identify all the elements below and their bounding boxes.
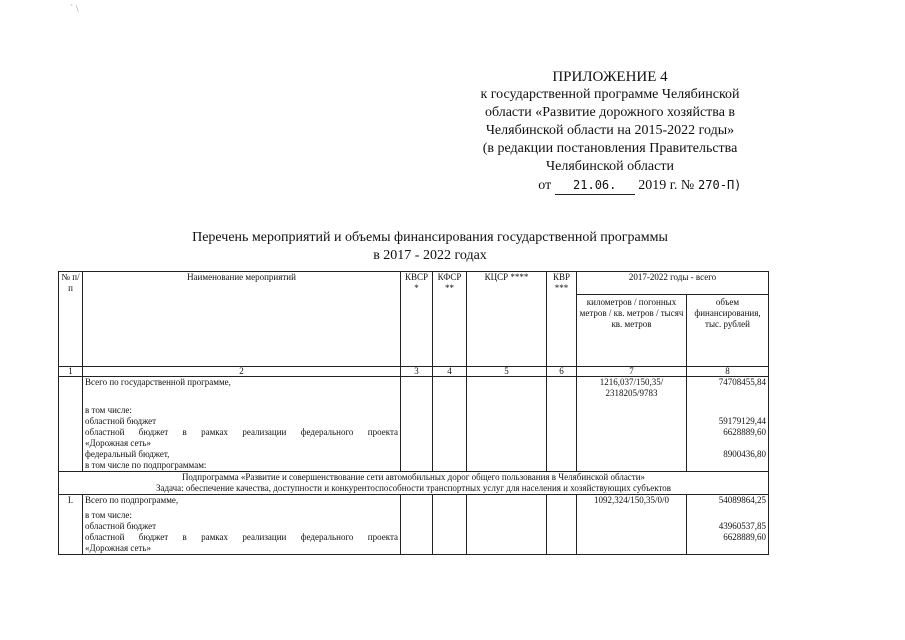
task-label: Задача: обеспечение качества, доступности и конкурентоспособности транспортных услуг для населения и хозяйствующих субъектов	[59, 483, 769, 495]
subprogram-title: Подпрограмма «Развитие и совершенствование сети автомобильных дорог общего пользования в Челябинской области»	[59, 472, 769, 484]
total-volume: 74708455,84	[687, 377, 769, 400]
table-row	[59, 449, 769, 460]
header-name: Наименование мероприятий	[83, 272, 401, 367]
header-kvsr: КВСР *	[401, 272, 433, 367]
regional-budget-label: областной бюджет	[83, 416, 401, 427]
appendix-block	[440, 68, 780, 195]
federal-project-line-2: «Дорожная сеть»	[85, 438, 151, 448]
appendix-line: Челябинской области на 2015-2022 годы»	[485, 123, 735, 138]
federal-budget-label: федеральный бюджет,	[83, 449, 401, 460]
column-number: 5	[467, 367, 547, 377]
regional-budget-value: 59179129,44	[687, 416, 769, 427]
title-line-1: Перечень мероприятий и объемы финансирования государственной программы	[192, 230, 668, 245]
appendix-line: к государственной программе Челябинской	[480, 87, 740, 102]
column-number: 6	[547, 367, 577, 377]
column-number: 8	[687, 367, 769, 377]
table-row	[59, 399, 769, 416]
total-km-line-1: 1216,037/150,35/	[599, 377, 664, 387]
federal-project-value: 6628889,60	[687, 427, 769, 449]
date-prefix: от	[538, 178, 552, 193]
header-kvr: КВР ***	[547, 272, 577, 367]
by-subprograms-label: в том числе по подпрограммам:	[83, 460, 401, 472]
date-value: 21.06.	[555, 176, 635, 195]
sub-federal-project-label	[83, 532, 401, 555]
table-row	[59, 427, 769, 449]
appendix-date-line	[500, 176, 780, 195]
header-volume: объем финансирования, тыс. рублей	[687, 295, 769, 367]
column-number: 2	[83, 367, 401, 377]
sub-federal-project-value: 6628889,60	[687, 532, 769, 555]
appendix-line: (в редакции постановления Правительства	[482, 141, 738, 156]
column-number-row	[59, 367, 769, 377]
measures-table	[58, 271, 769, 555]
sub-volume: 54089864,25	[687, 495, 769, 507]
table-row	[59, 472, 769, 484]
subprogram-number: I.	[59, 495, 83, 507]
total-km-line-2: 2318205/9783	[605, 388, 658, 398]
sub-km: 1092,324/150,35/0/0	[577, 495, 687, 507]
header-total: 2017-2022 годы - всего	[577, 272, 769, 295]
header-num: № п/п	[59, 272, 83, 367]
sub-total-label: Всего по подпрограмме,	[83, 495, 401, 507]
header-kcsr: КЦСР ****	[467, 272, 547, 367]
scan-mark: ` \	[70, 4, 79, 15]
sub-including-label: в том числе:	[83, 506, 401, 521]
appendix-title: ПРИЛОЖЕНИЕ 4	[552, 69, 668, 85]
number-value: 270-П)	[698, 178, 742, 192]
table-row	[59, 506, 769, 521]
federal-budget-value: 8900436,80	[687, 449, 769, 460]
header-km: километров / погонных метров / кв. метров / тысяч кв. метров	[577, 295, 687, 367]
table-row	[59, 532, 769, 555]
document-title	[150, 229, 710, 265]
column-number: 4	[433, 367, 467, 377]
sub-federal-project-line-2: «Дорожная сеть»	[85, 543, 151, 553]
title-line-2: в 2017 - 2022 годах	[373, 248, 487, 263]
sub-federal-project-line-1: областной бюджет в рамках реализации федерального проекта	[85, 532, 398, 542]
table-row	[59, 483, 769, 495]
total-km	[577, 377, 687, 400]
year-text: 2019 г. №	[638, 178, 695, 193]
column-number: 1	[59, 367, 83, 377]
table-row	[59, 495, 769, 507]
table-row	[59, 460, 769, 472]
sub-regional-value: 43960537,85	[687, 521, 769, 532]
federal-project-label	[83, 427, 401, 449]
table-row	[59, 377, 769, 400]
federal-project-line-1: областной бюджет в рамках реализации федерального проекта	[85, 427, 398, 437]
appendix-line: Челябинской области	[546, 159, 674, 174]
sub-regional-budget-label: областной бюджет	[83, 521, 401, 532]
including-label: в том числе:	[83, 399, 401, 416]
header-kfsr: КФСР **	[433, 272, 467, 367]
column-number: 7	[577, 367, 687, 377]
total-label: Всего по государственной программе,	[83, 377, 401, 400]
column-number: 3	[401, 367, 433, 377]
appendix-line: области «Развитие дорожного хозяйства в	[484, 105, 736, 120]
table-row	[59, 416, 769, 427]
table-row	[59, 521, 769, 532]
